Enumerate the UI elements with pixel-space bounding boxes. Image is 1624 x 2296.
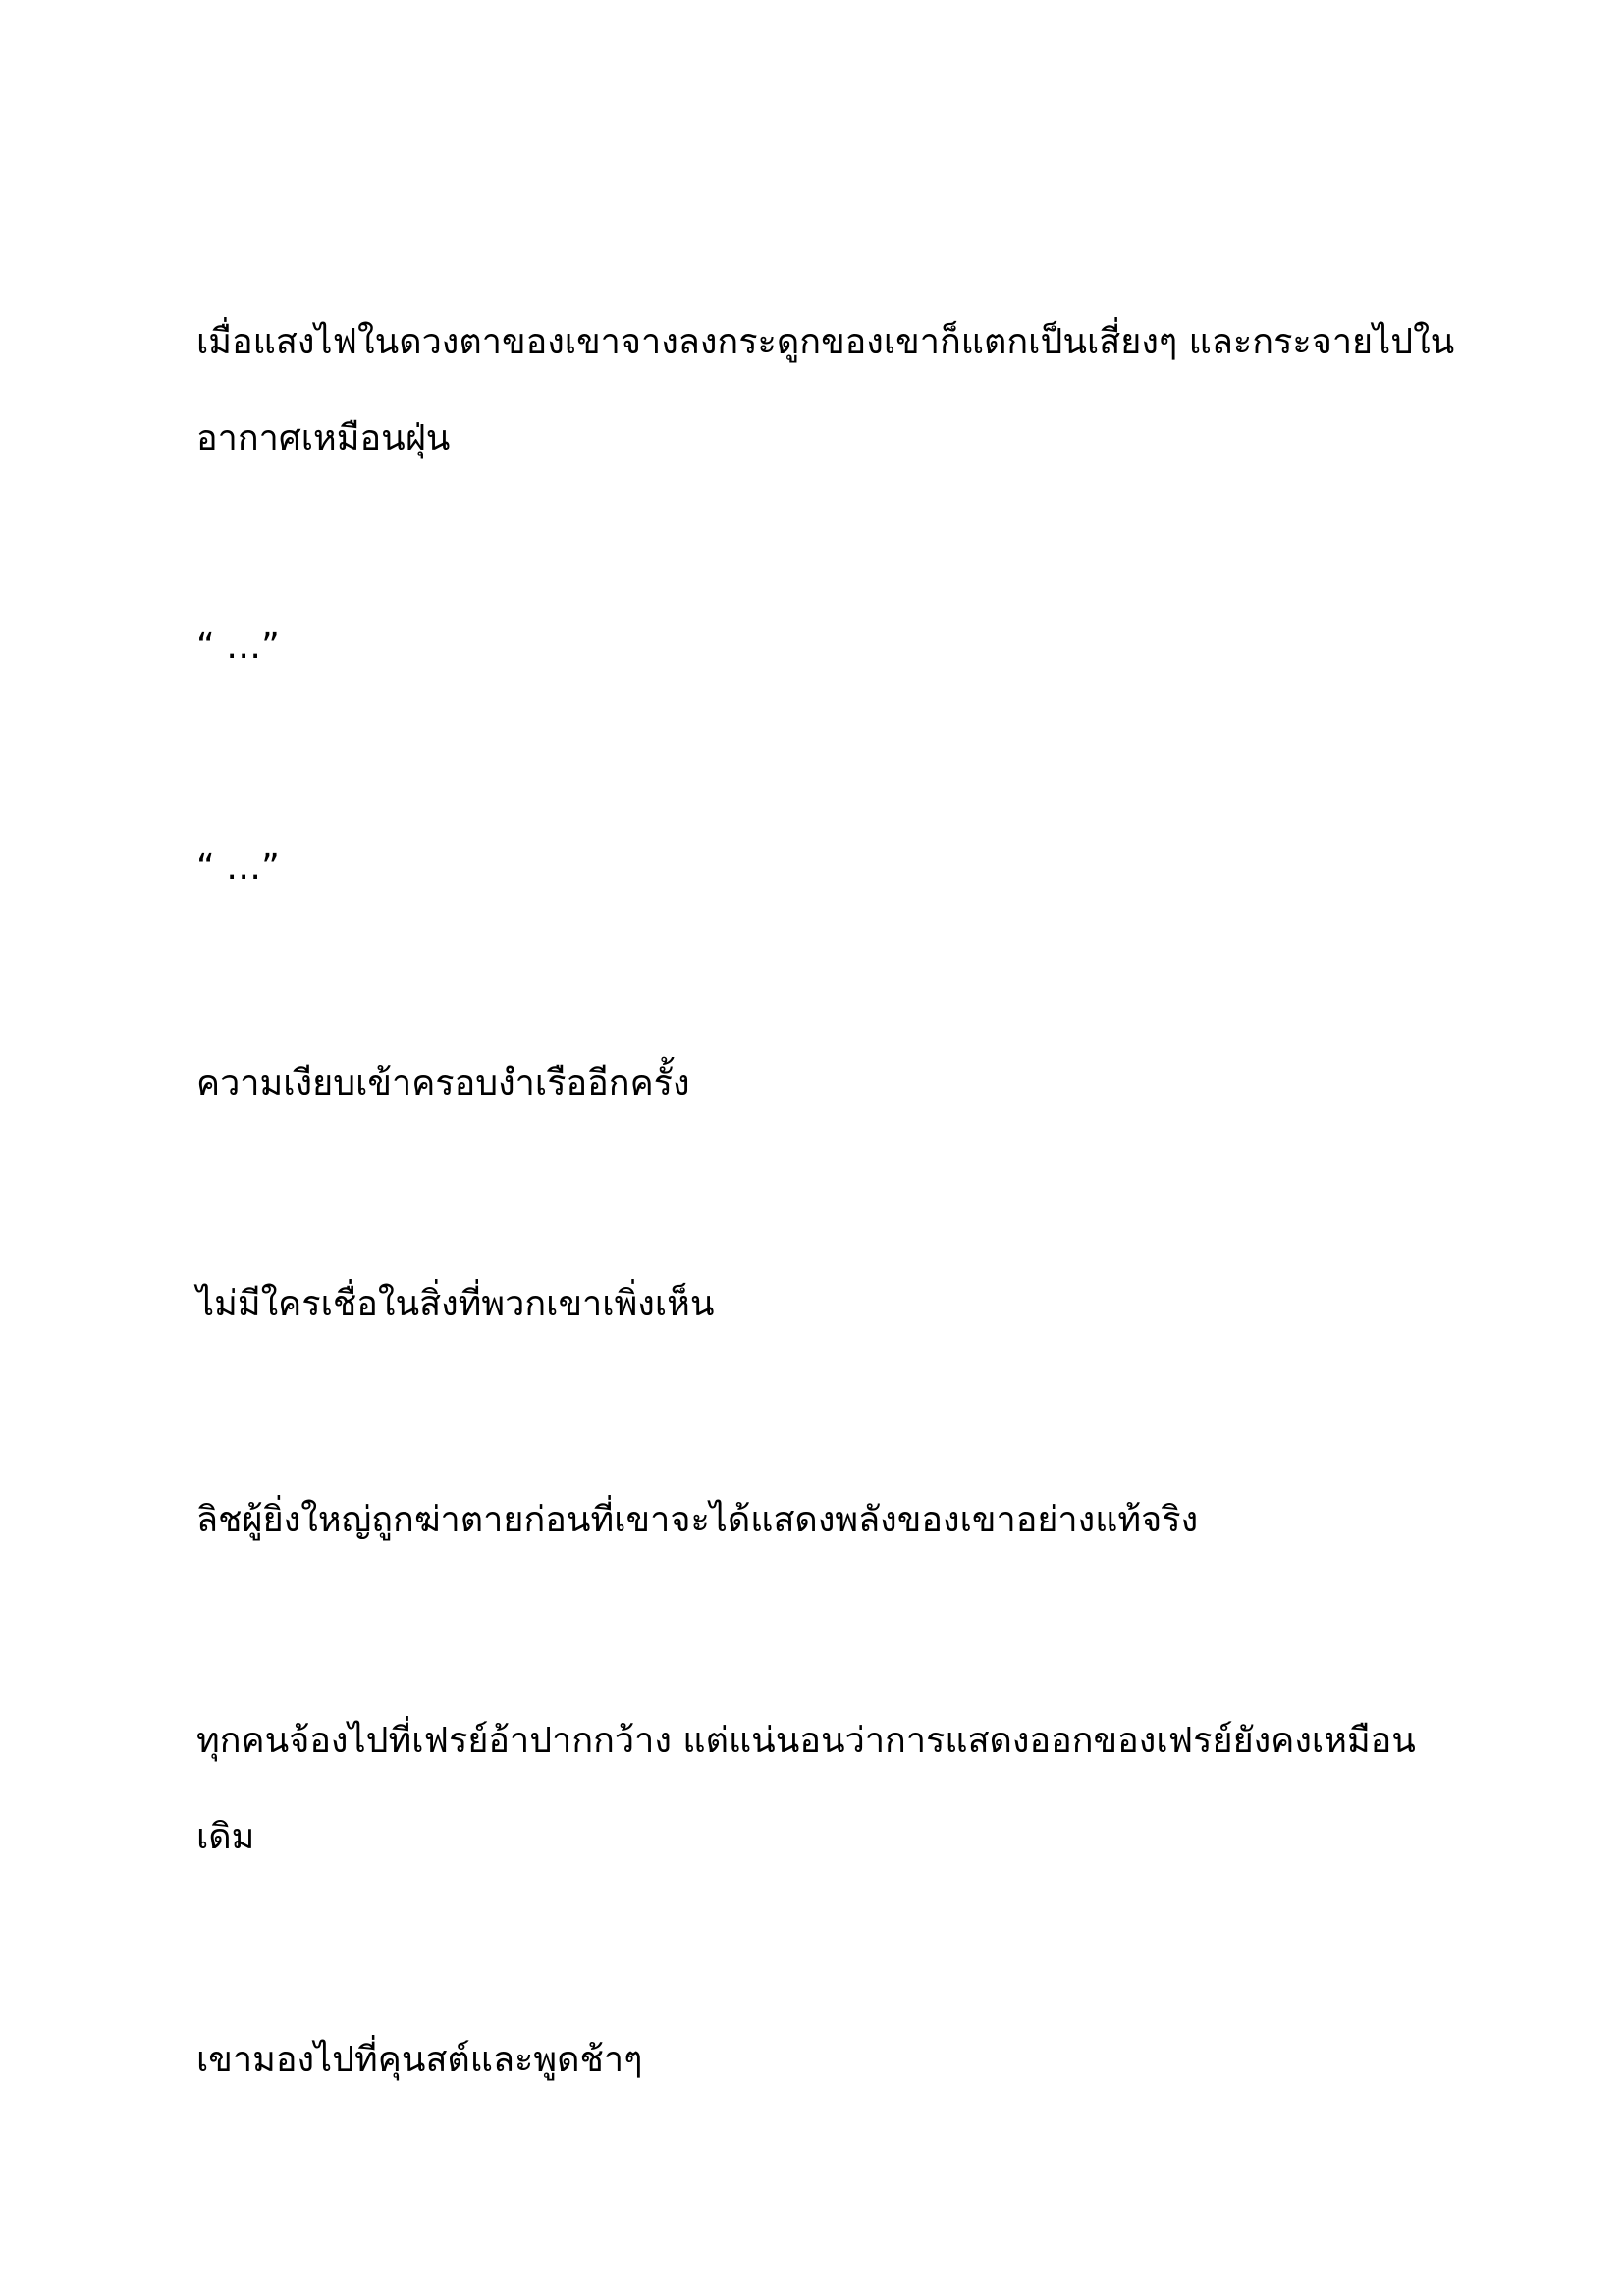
- paragraph-ellipsis-1: “ …”: [196, 626, 280, 667]
- paragraph-everyone-stares: ทุกคนจ้องไปที่เฟรย์อ้าปากกว้าง แต่แน่นอนว่าการแสดงออกของเฟรย์ยังคงเหมือนเดิม: [196, 1721, 1416, 1857]
- paragraph-silence: ความเงียบเข้าครอบงำเรืออีกครั้ง: [196, 1063, 690, 1103]
- paragraph-looks-at-kunst: เขามองไปที่คุนสต์และพูดช้าๆ: [196, 2040, 643, 2080]
- paragraph-lich-killed: ลิชผู้ยิ่งใหญ่ถูกฆ่าตายก่อนที่เขาจะได้แสดงพลังของเขาอย่างแท้จริง: [196, 1500, 1199, 1540]
- paragraph-bones-crumble: เมื่อแสงไฟในดวงตาของเขาจางลงกระดูกของเขาก็แตกเป็นเสี่ยงๆ และกระจายไปในอากาศเหมือนฝุ่น: [196, 322, 1455, 458]
- paragraph-ellipsis-2: “ …”: [196, 847, 280, 887]
- paragraph-disbelief: ไม่มีใครเชื่อในสิ่งที่พวกเขาเพิ่งเห็น: [196, 1284, 715, 1324]
